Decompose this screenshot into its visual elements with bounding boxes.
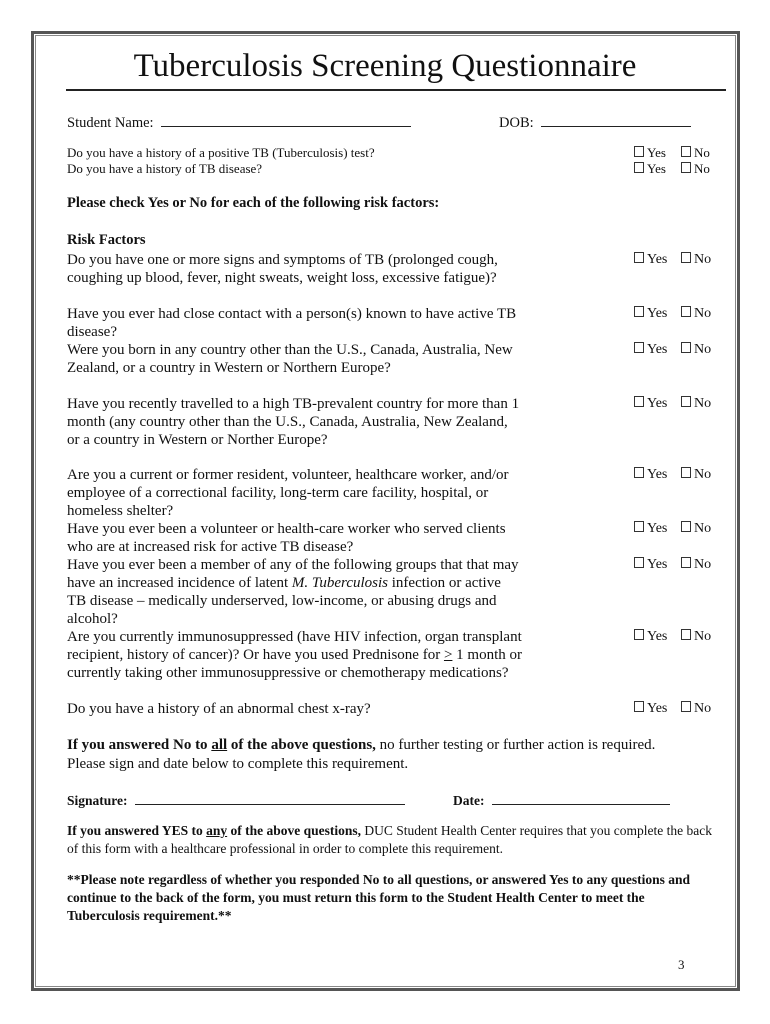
checkbox-icon [681,342,691,353]
risk-yes-checkbox[interactable]: Yes [634,396,667,412]
checkbox-icon [634,521,644,532]
history-yes-checkbox[interactable]: Yes [634,145,666,161]
risk-no-checkbox[interactable]: No [681,467,711,483]
checkbox-icon [634,629,644,640]
risk-no-checkbox[interactable]: No [681,557,711,573]
checkbox-icon [681,306,691,317]
date-field[interactable] [492,790,670,805]
risk-yes-checkbox[interactable]: Yes [634,629,667,645]
history-question: Do you have a history of a positive TB (Tuberculosis) test? [67,145,375,160]
checkbox-icon [634,162,644,173]
checkbox-icon [634,396,644,407]
risk-question: Have you ever had close contact with a person(s) known to have active TB disease? [67,306,517,340]
checkbox-icon [634,342,644,353]
dob-row [499,112,691,132]
date-label: Date: [453,793,485,808]
risk-question: Have you ever been a volunteer or health-care worker who served clients who are at increased risk for active TB disease? [67,521,506,555]
checkbox-icon [681,146,691,157]
signature-field[interactable] [135,790,405,805]
risk-yes-checkbox[interactable]: Yes [634,467,667,483]
dob-field[interactable] [541,112,691,127]
final-note: **Please note regardless of whether you responded No to all questions, or answered Yes to any questions and continue to the back of the form, you must return this form to the Student Health Center to meet the Tuberculosis requirement.** [67,872,691,923]
checkbox-icon [681,557,691,568]
checkbox-icon [681,521,691,532]
checkbox-icon [681,252,691,263]
checkbox-icon [681,629,691,640]
risk-no-checkbox[interactable]: No [681,396,711,412]
signature-label: Signature: [67,793,128,808]
checkbox-icon [634,467,644,478]
risk-question: Are you a current or former resident, volunteer, healthcare worker, and/or employee of a correctional facility, long-term care facility, hospital, or homeless shelter? [67,467,509,519]
date-row [453,790,670,809]
risk-yes-checkbox[interactable]: Yes [634,306,667,322]
checkbox-icon [634,252,644,263]
risk-yes-checkbox[interactable]: Yes [634,557,667,573]
risk-question: Have you ever been a member of any of the following groups that that may have an increased incidence of latent M. Tuberculosis infection or active TB disease – medically underserved, low-income, or abusing drugs and alcohol? [67,557,519,627]
checkbox-icon [634,146,644,157]
risk-yes-checkbox[interactable]: Yes [634,521,667,537]
risk-no-checkbox[interactable]: No [681,521,711,537]
risk-question: Do you have one or more signs and symptoms of TB (prolonged cough, coughing up blood, fever, night sweats, weight loss, excessive fatigue)? [67,252,498,286]
checkbox-icon [681,467,691,478]
risk-factors-heading: Risk Factors [67,232,146,248]
signature-row [67,790,405,809]
student-name-row [67,112,411,132]
history-no-checkbox[interactable]: No [681,145,710,161]
risk-yes-checkbox[interactable]: Yes [634,701,667,717]
checkbox-icon [681,162,691,173]
dob-label: DOB: [499,115,534,131]
history-question: Do you have a history of TB disease? [67,161,263,176]
risk-question: Were you born in any country other than the U.S., Canada, Australia, New Zealand, or a country in Western or Northern Europe? [67,342,513,376]
student-name-field[interactable] [161,112,411,127]
risk-question: Have you recently travelled to a high TB-prevalent country for more than 1 month (any country other than the U.S., Canada, Australia, New Zealand, or a country in Western or Norther Europe? [67,396,520,448]
risk-question: Do you have a history of an abnormal chest x-ray? [67,701,371,717]
checkbox-icon [634,701,644,712]
checkbox-icon [634,557,644,568]
risk-no-checkbox[interactable]: No [681,629,711,645]
page-title: Tuberculosis Screening Questionnaire [133,48,637,84]
history-yes-checkbox[interactable]: Yes [634,161,666,177]
checkbox-icon [634,306,644,317]
risk-yes-checkbox[interactable]: Yes [634,252,667,268]
checkbox-icon [681,396,691,407]
checkbox-icon [681,701,691,712]
title-divider [66,89,726,91]
history-no-checkbox[interactable]: No [681,161,710,177]
risk-yes-checkbox[interactable]: Yes [634,342,667,358]
risk-question: Are you currently immunosuppressed (have HIV infection, organ transplant recipient, history of cancer)? Or have you used Prednisone for > 1 month or currently taking other immunosuppressive or chemotherapy medications? [67,629,523,681]
no-answer-note: If you answered No to all of the above questions, no further testing or further action is required. Please sign and date below to complete this requirement. [67,737,656,772]
risk-no-checkbox[interactable]: No [681,252,711,268]
risk-no-checkbox[interactable]: No [681,342,711,358]
yes-answer-note: If you answered YES to any of the above questions, DUC Student Health Center requires that you complete the back of this form with a healthcare professional in order to complete this requirement. [67,823,712,856]
student-name-label: Student Name: [67,115,154,131]
instruction: Please check Yes or No for each of the following risk factors: [67,195,440,211]
page-number: 3 [678,957,685,972]
risk-no-checkbox[interactable]: No [681,306,711,322]
risk-no-checkbox[interactable]: No [681,701,711,717]
